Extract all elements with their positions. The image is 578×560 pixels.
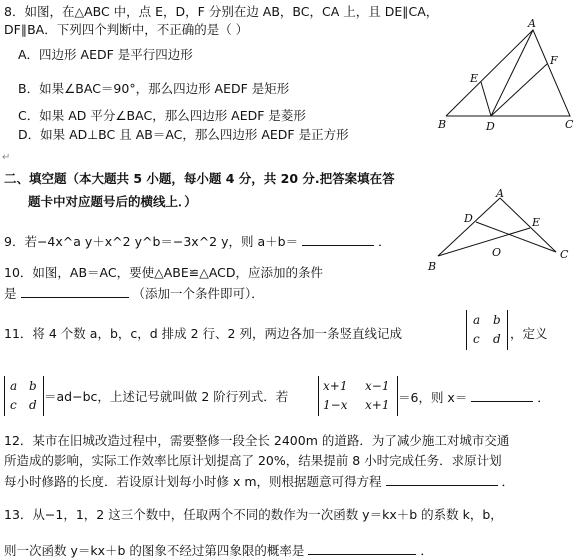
q8-label-b: B	[438, 118, 447, 131]
q12-line3	[4, 473, 514, 490]
q10-line2	[4, 285, 264, 302]
q9-line	[4, 233, 391, 250]
q10-label-a: A	[496, 187, 504, 200]
paragraph-mark: ↵	[2, 152, 11, 163]
q11-determinant-equation	[318, 376, 398, 416]
det-entry: b	[493, 313, 501, 327]
q9-answer-blank[interactable]	[302, 233, 374, 246]
q10-label-d: D	[464, 212, 473, 225]
q11-definition-text: ＝ad−bc，上述记号就叫做 2 阶行列式．若	[44, 389, 289, 404]
q11-end: ．	[537, 390, 550, 405]
q8-option-a: A．四边形 AEDF 是平行四边形	[18, 47, 193, 62]
det-entry: 1−x	[323, 398, 348, 412]
det-entry: a	[473, 313, 481, 327]
q12-line2: 所造成的影响，实际工作效率比原计划提高了 20%，结果提前 8 小时完成任务．求原计划	[4, 453, 502, 468]
q8-label-e: E	[470, 72, 479, 85]
q11-line1: 11．将 4 个数 a，b，c，d 排成 2 行、2 列，两边各加一条竖直线记成	[4, 326, 402, 341]
q11-determinant-definition	[4, 376, 44, 416]
q10-line1: 10．如图，AB＝AC，要使△ABE≌△ACD，应添加的条件	[4, 265, 324, 280]
det-entry: b	[29, 379, 37, 393]
q11-determinant-example	[466, 310, 508, 350]
q10-prefix: 是	[4, 286, 17, 301]
q8-option-c: C．如果 AD 平分∠BAC，那么四边形 AEDF 是菱形	[18, 108, 306, 123]
q10-label-b: B	[428, 260, 437, 273]
q12-end: ．	[501, 474, 515, 489]
q11-line2	[398, 389, 550, 406]
q10-answer-blank[interactable]	[21, 285, 129, 298]
q8-line1: 8．如图，在△ABC 中，点 E，D，F 分别在边 AB，BC，CA 上，且 DE∥CA，	[4, 4, 439, 19]
q11-define: ，定义	[510, 326, 548, 341]
det-entry: x−1	[365, 379, 390, 393]
q13-line1: 13．从−1，1，2 这三个数中，任取两个不同的数作为一次函数 y＝kx＋b 的系数 k，b，	[4, 507, 503, 522]
q12-line1: 12．某市在旧城改造过程中，需要整修一段全长 2400m 的道路．为了减少施工对城市交通	[4, 433, 510, 448]
det-entry: c	[473, 332, 480, 346]
det-entry: d	[493, 332, 501, 346]
q11-equation-text: ＝6，则 x＝	[398, 390, 468, 405]
q8-label-c: C	[565, 118, 574, 131]
q13-text: 则一次函数 y＝kx＋b 的图象不经过第四象限的概率是	[4, 543, 305, 558]
det-entry: c	[10, 398, 17, 412]
q8-line2: DF∥BA．下列四个判断中，不正确的是（ ）	[4, 22, 249, 37]
q13-answer-blank[interactable]	[308, 542, 416, 555]
q9-end: ．	[378, 234, 391, 249]
q8-label-a: A	[528, 17, 536, 30]
q10-label-e: E	[532, 216, 541, 229]
q13-line2	[4, 542, 433, 559]
q10-figure	[424, 186, 570, 278]
det-entry: x+1	[365, 398, 390, 412]
det-entry: x+1	[323, 379, 348, 393]
q13-end: ．	[420, 543, 433, 558]
q10-label-c: C	[560, 248, 569, 261]
q10-label-o: O	[492, 246, 502, 259]
q8-triangle-figure	[436, 12, 576, 134]
q12-answer-blank[interactable]	[386, 473, 498, 486]
q11-answer-blank[interactable]	[471, 389, 533, 402]
section-heading-line2: 题卡中对应题号后的横线上．）	[28, 194, 197, 209]
q8-option-d: D．如果 AD⊥BC 且 AB＝AC，那么四边形 AEDF 是正方形	[18, 127, 349, 142]
q10-suffix: （添加一个条件即可）．	[132, 286, 264, 301]
q8-option-b: B．如果∠BAC＝90°，那么四边形 AEDF 是矩形	[18, 81, 290, 96]
q8-label-f: F	[550, 54, 558, 67]
q8-label-d: D	[486, 120, 495, 133]
q9-text: 9．若−4x^a y＋x^2 y^b＝−3x^2 y，则 a＋b＝	[4, 234, 299, 249]
section-heading: 二、填空题（本大题共 5 小题，每小题 4 分，共 20 分.把答案填在答	[4, 171, 395, 186]
det-entry: a	[10, 379, 18, 393]
det-entry: d	[29, 398, 37, 412]
q12-text: 每小时修路的长度．若设原计划每小时修 x m，则根据题意可得方程	[4, 474, 382, 489]
